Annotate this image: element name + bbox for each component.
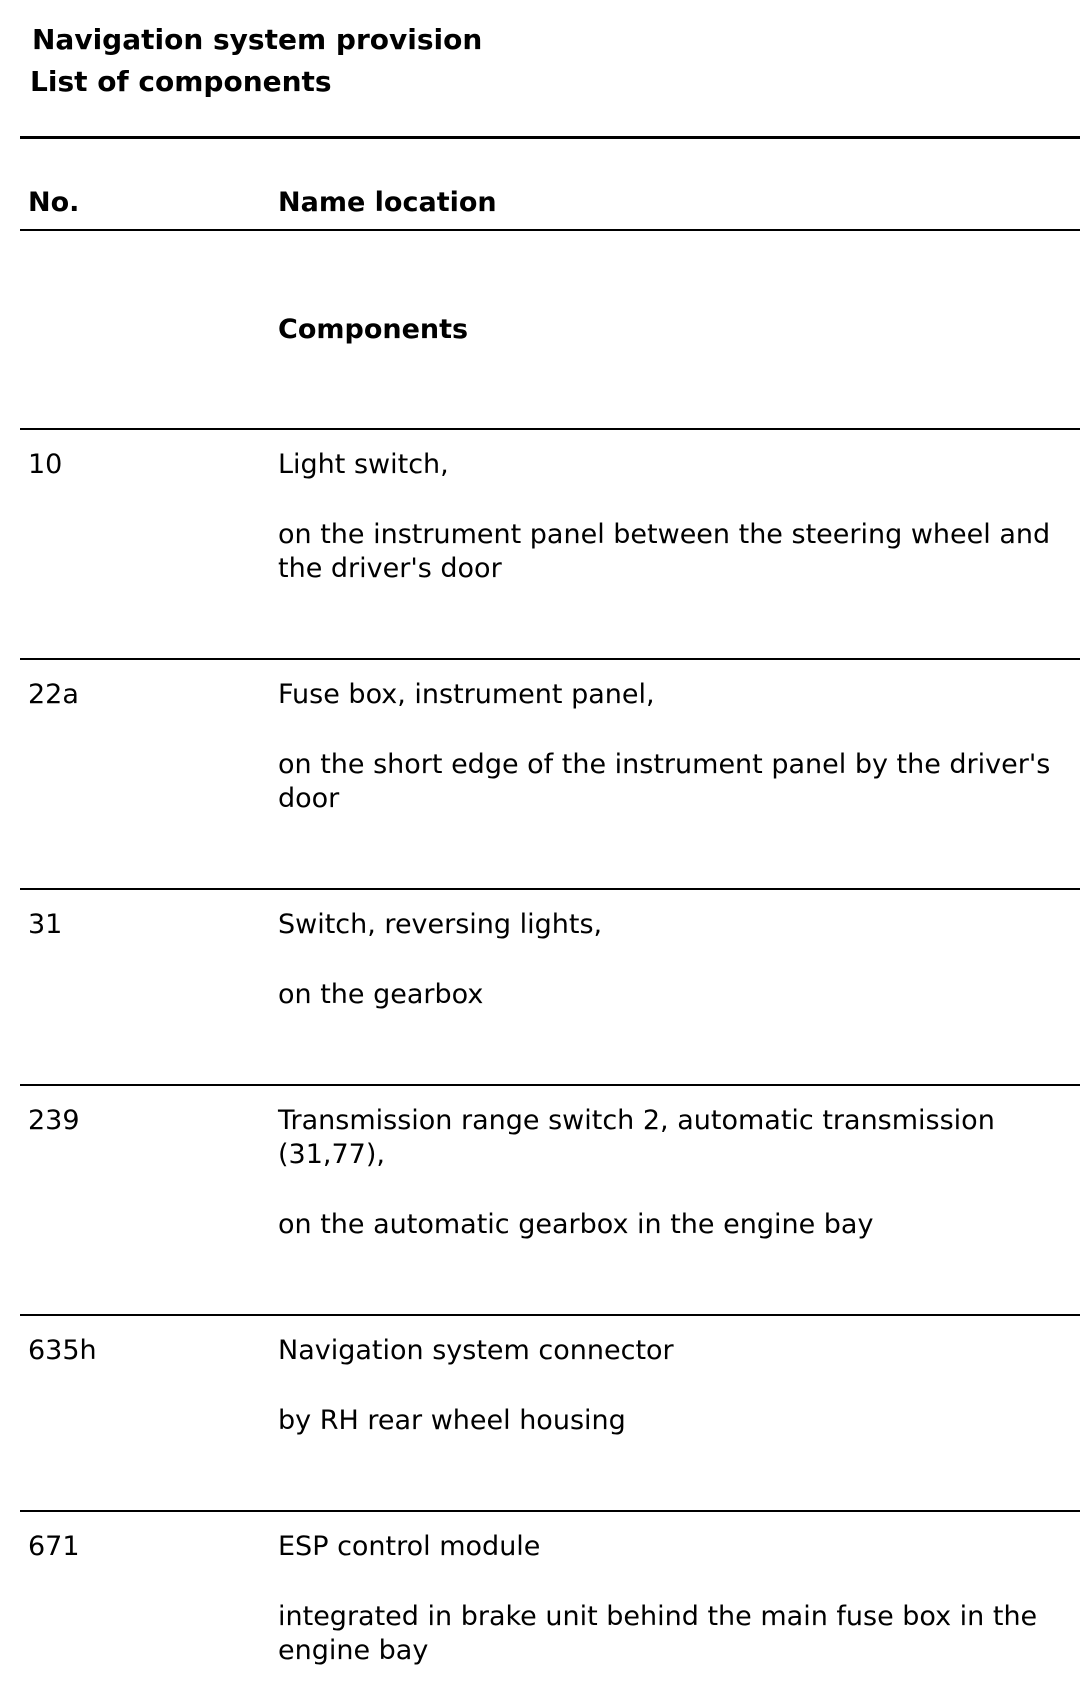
component-number: 239 bbox=[28, 1105, 80, 1136]
component-name: Fuse box, instrument panel, bbox=[278, 679, 655, 710]
component-location: on the automatic gearbox in the engine bay bbox=[278, 1209, 874, 1240]
component-number: 671 bbox=[28, 1531, 80, 1562]
document-title: Navigation system provision bbox=[32, 23, 483, 56]
component-location: on the gearbox bbox=[278, 979, 484, 1010]
component-name: Switch, reversing lights, bbox=[278, 909, 603, 940]
component-location: on the short edge of the instrument panel by the driver's door bbox=[278, 749, 1051, 814]
row-divider bbox=[20, 1314, 1080, 1316]
component-name: Navigation system connector bbox=[278, 1335, 674, 1366]
header-divider bbox=[20, 229, 1080, 231]
table-row bbox=[20, 1510, 1080, 1704]
component-location: on the instrument panel between the steering wheel and the driver's door bbox=[278, 519, 1051, 584]
row-divider bbox=[20, 888, 1080, 890]
component-number: 635h bbox=[28, 1335, 97, 1366]
row-divider bbox=[20, 1510, 1080, 1512]
component-location: by RH rear wheel housing bbox=[278, 1405, 626, 1436]
row-divider bbox=[20, 658, 1080, 660]
component-number: 31 bbox=[28, 909, 63, 940]
component-name: Transmission range switch 2, automatic transmission (31,77), bbox=[278, 1105, 995, 1170]
row-divider bbox=[20, 1084, 1080, 1086]
component-location: integrated in brake unit behind the main fuse box in the engine bay bbox=[278, 1601, 1038, 1666]
column-header-no: No. bbox=[28, 187, 80, 218]
table-row bbox=[20, 658, 1080, 888]
section-heading-components: Components bbox=[278, 314, 469, 345]
document-subtitle: List of components bbox=[30, 65, 332, 98]
table-row bbox=[20, 888, 1080, 1084]
component-name: ESP control module bbox=[278, 1531, 541, 1562]
top-divider bbox=[20, 136, 1080, 139]
component-number: 10 bbox=[28, 449, 63, 480]
table-row bbox=[20, 1314, 1080, 1510]
table-row bbox=[20, 428, 1080, 658]
column-header-name-location: Name location bbox=[278, 187, 497, 218]
row-divider bbox=[20, 428, 1080, 430]
component-name: Light switch, bbox=[278, 449, 449, 480]
table-row bbox=[20, 1084, 1080, 1314]
component-number: 22a bbox=[28, 679, 79, 710]
